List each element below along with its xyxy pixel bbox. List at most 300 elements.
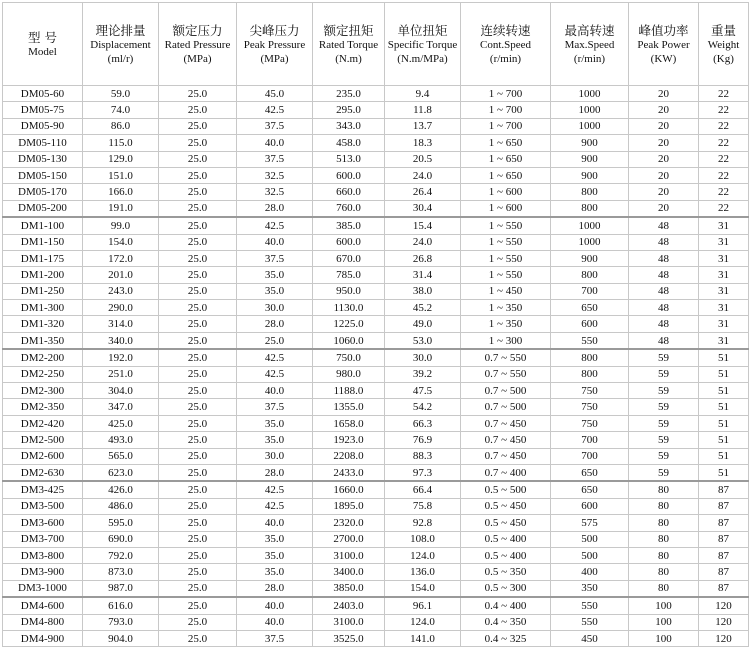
cell-peak-power: 80 xyxy=(629,531,699,547)
cell-weight: 31 xyxy=(699,332,749,349)
cell-model: DM1-250 xyxy=(3,283,83,299)
cell-peak-power: 80 xyxy=(629,580,699,597)
cell-peak-power: 20 xyxy=(629,102,699,118)
cell-peak-power: 100 xyxy=(629,597,699,614)
cell-cont-speed: 1 ~ 700 xyxy=(461,86,551,102)
cell-peak-pressure: 42.5 xyxy=(237,217,313,234)
cell-rated-torque: 458.0 xyxy=(313,135,385,151)
cell-weight: 87 xyxy=(699,481,749,498)
header-row xyxy=(3,3,749,86)
cell-max-speed: 500 xyxy=(551,531,629,547)
header-peak-power-en: Peak Power xyxy=(637,38,690,51)
cell-cont-speed: 1 ~ 550 xyxy=(461,267,551,283)
cell-max-speed: 1000 xyxy=(551,86,629,102)
cell-peak-power: 48 xyxy=(629,332,699,349)
cell-rated-torque: 1130.0 xyxy=(313,300,385,316)
cell-rated-torque: 343.0 xyxy=(313,118,385,134)
cell-peak-pressure: 35.0 xyxy=(237,283,313,299)
cell-rated-pressure: 25.0 xyxy=(159,547,237,563)
cell-cont-speed: 0.7 ~ 550 xyxy=(461,366,551,382)
cell-cont-speed: 1 ~ 650 xyxy=(461,167,551,183)
cell-max-speed: 1000 xyxy=(551,217,629,234)
cell-displacement: 873.0 xyxy=(83,564,159,580)
cell-model: DM1-175 xyxy=(3,250,83,266)
cell-peak-pressure: 35.0 xyxy=(237,531,313,547)
cell-weight: 31 xyxy=(699,217,749,234)
cell-cont-speed: 1 ~ 350 xyxy=(461,316,551,332)
cell-peak-pressure: 35.0 xyxy=(237,415,313,431)
cell-specific-torque: 124.0 xyxy=(385,614,461,630)
cell-peak-pressure: 42.5 xyxy=(237,349,313,366)
header-rated-torque xyxy=(313,3,385,86)
cell-rated-torque: 1895.0 xyxy=(313,498,385,514)
table-row xyxy=(3,580,749,597)
cell-max-speed: 500 xyxy=(551,547,629,563)
cell-peak-pressure: 42.5 xyxy=(237,498,313,514)
header-displacement-unit: (ml/r) xyxy=(107,52,134,65)
cell-max-speed: 800 xyxy=(551,366,629,382)
cell-model: DM05-90 xyxy=(3,118,83,134)
cell-displacement: 74.0 xyxy=(83,102,159,118)
cell-model: DM2-600 xyxy=(3,448,83,464)
table-row xyxy=(3,234,749,250)
header-peak-pressure-unit: (MPa) xyxy=(260,52,289,65)
cell-model: DM2-630 xyxy=(3,464,83,481)
table-body xyxy=(3,86,749,647)
cell-rated-pressure: 25.0 xyxy=(159,234,237,250)
cell-peak-power: 100 xyxy=(629,630,699,646)
cell-rated-pressure: 25.0 xyxy=(159,86,237,102)
cell-displacement: 115.0 xyxy=(83,135,159,151)
cell-specific-torque: 39.2 xyxy=(385,366,461,382)
cell-rated-pressure: 25.0 xyxy=(159,564,237,580)
cell-model: DM05-110 xyxy=(3,135,83,151)
cell-model: DM3-700 xyxy=(3,531,83,547)
cell-peak-power: 20 xyxy=(629,200,699,217)
cell-rated-pressure: 25.0 xyxy=(159,415,237,431)
cell-cont-speed: 0.5 ~ 500 xyxy=(461,481,551,498)
cell-model: DM3-600 xyxy=(3,515,83,531)
cell-peak-pressure: 35.0 xyxy=(237,267,313,283)
cell-peak-power: 80 xyxy=(629,498,699,514)
cell-max-speed: 900 xyxy=(551,167,629,183)
cell-cont-speed: 0.7 ~ 450 xyxy=(461,448,551,464)
cell-displacement: 616.0 xyxy=(83,597,159,614)
header-peak-pressure-en: Peak Pressure xyxy=(243,38,306,51)
cell-max-speed: 400 xyxy=(551,564,629,580)
header-max-speed-unit: (r/min) xyxy=(573,52,606,65)
cell-cont-speed: 0.5 ~ 450 xyxy=(461,515,551,531)
cell-displacement: 493.0 xyxy=(83,432,159,448)
header-weight-unit: (Kg) xyxy=(713,52,734,65)
cell-specific-torque: 141.0 xyxy=(385,630,461,646)
cell-displacement: 192.0 xyxy=(83,349,159,366)
cell-weight: 31 xyxy=(699,283,749,299)
cell-peak-pressure: 28.0 xyxy=(237,464,313,481)
cell-rated-pressure: 25.0 xyxy=(159,515,237,531)
cell-specific-torque: 11.8 xyxy=(385,102,461,118)
cell-cont-speed: 0.7 ~ 500 xyxy=(461,383,551,399)
table-row xyxy=(3,86,749,102)
cell-max-speed: 550 xyxy=(551,597,629,614)
cell-rated-pressure: 25.0 xyxy=(159,432,237,448)
cell-peak-pressure: 40.0 xyxy=(237,597,313,614)
cell-max-speed: 1000 xyxy=(551,102,629,118)
cell-cont-speed: 1 ~ 550 xyxy=(461,217,551,234)
cell-rated-pressure: 25.0 xyxy=(159,580,237,597)
table-row xyxy=(3,564,749,580)
cell-displacement: 151.0 xyxy=(83,167,159,183)
cell-specific-torque: 92.8 xyxy=(385,515,461,531)
cell-peak-power: 59 xyxy=(629,383,699,399)
cell-max-speed: 550 xyxy=(551,332,629,349)
cell-cont-speed: 0.4 ~ 325 xyxy=(461,630,551,646)
cell-model: DM1-100 xyxy=(3,217,83,234)
cell-weight: 22 xyxy=(699,135,749,151)
cell-peak-pressure: 32.5 xyxy=(237,167,313,183)
cell-peak-pressure: 42.5 xyxy=(237,366,313,382)
cell-cont-speed: 1 ~ 350 xyxy=(461,300,551,316)
table-row xyxy=(3,184,749,200)
cell-weight: 31 xyxy=(699,267,749,283)
table-row xyxy=(3,217,749,234)
cell-rated-torque: 760.0 xyxy=(313,200,385,217)
cell-max-speed: 800 xyxy=(551,349,629,366)
cell-rated-pressure: 25.0 xyxy=(159,383,237,399)
cell-peak-pressure: 35.0 xyxy=(237,432,313,448)
cell-rated-pressure: 25.0 xyxy=(159,349,237,366)
cell-cont-speed: 0.4 ~ 350 xyxy=(461,614,551,630)
table-row xyxy=(3,547,749,563)
cell-cont-speed: 1 ~ 300 xyxy=(461,332,551,349)
cell-model: DM05-60 xyxy=(3,86,83,102)
cell-max-speed: 650 xyxy=(551,464,629,481)
cell-peak-power: 80 xyxy=(629,547,699,563)
table-row xyxy=(3,481,749,498)
cell-rated-pressure: 25.0 xyxy=(159,531,237,547)
header-model xyxy=(3,3,83,86)
header-cont-speed-unit: (r/min) xyxy=(489,52,522,65)
cell-weight: 120 xyxy=(699,630,749,646)
cell-max-speed: 800 xyxy=(551,267,629,283)
cell-specific-torque: 24.0 xyxy=(385,167,461,183)
cell-rated-torque: 1060.0 xyxy=(313,332,385,349)
cell-peak-power: 20 xyxy=(629,151,699,167)
cell-specific-torque: 53.0 xyxy=(385,332,461,349)
cell-cont-speed: 1 ~ 450 xyxy=(461,283,551,299)
cell-specific-torque: 96.1 xyxy=(385,597,461,614)
cell-specific-torque: 18.3 xyxy=(385,135,461,151)
cell-max-speed: 600 xyxy=(551,316,629,332)
header-cont-speed-en: Cont.Speed xyxy=(479,38,532,51)
cell-rated-pressure: 25.0 xyxy=(159,399,237,415)
cell-displacement: 172.0 xyxy=(83,250,159,266)
cell-model: DM05-75 xyxy=(3,102,83,118)
cell-cont-speed: 0.5 ~ 350 xyxy=(461,564,551,580)
cell-peak-pressure: 28.0 xyxy=(237,580,313,597)
cell-weight: 31 xyxy=(699,300,749,316)
cell-model: DM2-500 xyxy=(3,432,83,448)
cell-displacement: 86.0 xyxy=(83,118,159,134)
cell-rated-pressure: 25.0 xyxy=(159,332,237,349)
table-row xyxy=(3,531,749,547)
table-row xyxy=(3,366,749,382)
table-row xyxy=(3,399,749,415)
cell-displacement: 154.0 xyxy=(83,234,159,250)
cell-weight: 87 xyxy=(699,531,749,547)
cell-model: DM3-1000 xyxy=(3,580,83,597)
cell-peak-pressure: 37.5 xyxy=(237,630,313,646)
table-row xyxy=(3,151,749,167)
cell-weight: 22 xyxy=(699,102,749,118)
cell-rated-torque: 600.0 xyxy=(313,167,385,183)
cell-model: DM05-170 xyxy=(3,184,83,200)
cell-rated-pressure: 25.0 xyxy=(159,102,237,118)
header-cont-speed xyxy=(461,3,551,86)
cell-displacement: 904.0 xyxy=(83,630,159,646)
cell-rated-pressure: 25.0 xyxy=(159,448,237,464)
cell-rated-pressure: 25.0 xyxy=(159,300,237,316)
cell-weight: 51 xyxy=(699,399,749,415)
cell-weight: 51 xyxy=(699,383,749,399)
header-peak-pressure-zh: 尖峰压力 xyxy=(249,22,300,38)
cell-cont-speed: 1 ~ 700 xyxy=(461,118,551,134)
cell-rated-torque: 1355.0 xyxy=(313,399,385,415)
cell-specific-torque: 9.4 xyxy=(385,86,461,102)
cell-peak-power: 80 xyxy=(629,515,699,531)
cell-rated-torque: 3525.0 xyxy=(313,630,385,646)
cell-rated-torque: 660.0 xyxy=(313,184,385,200)
cell-max-speed: 650 xyxy=(551,300,629,316)
table-row xyxy=(3,135,749,151)
header-rated-torque-zh: 额定扭矩 xyxy=(323,22,374,38)
table-row xyxy=(3,250,749,266)
cell-rated-torque: 3850.0 xyxy=(313,580,385,597)
cell-cont-speed: 1 ~ 600 xyxy=(461,184,551,200)
cell-rated-pressure: 25.0 xyxy=(159,366,237,382)
cell-displacement: 129.0 xyxy=(83,151,159,167)
cell-specific-torque: 30.0 xyxy=(385,349,461,366)
cell-rated-pressure: 25.0 xyxy=(159,267,237,283)
cell-specific-torque: 75.8 xyxy=(385,498,461,514)
cell-max-speed: 750 xyxy=(551,383,629,399)
cell-weight: 51 xyxy=(699,366,749,382)
cell-rated-torque: 385.0 xyxy=(313,217,385,234)
cell-cont-speed: 0.5 ~ 400 xyxy=(461,531,551,547)
cell-peak-power: 48 xyxy=(629,300,699,316)
cell-specific-torque: 26.4 xyxy=(385,184,461,200)
header-rated-pressure xyxy=(159,3,237,86)
cell-peak-pressure: 40.0 xyxy=(237,383,313,399)
cell-displacement: 565.0 xyxy=(83,448,159,464)
cell-peak-power: 20 xyxy=(629,135,699,151)
cell-peak-pressure: 25.0 xyxy=(237,332,313,349)
table-row xyxy=(3,283,749,299)
cell-specific-torque: 136.0 xyxy=(385,564,461,580)
cell-model: DM05-200 xyxy=(3,200,83,217)
cell-cont-speed: 0.7 ~ 450 xyxy=(461,415,551,431)
header-displacement-en: Displacement xyxy=(90,38,151,51)
cell-model: DM2-300 xyxy=(3,383,83,399)
cell-peak-power: 59 xyxy=(629,464,699,481)
cell-peak-pressure: 30.0 xyxy=(237,448,313,464)
cell-specific-torque: 20.5 xyxy=(385,151,461,167)
cell-max-speed: 750 xyxy=(551,415,629,431)
cell-weight: 31 xyxy=(699,234,749,250)
cell-cont-speed: 0.5 ~ 300 xyxy=(461,580,551,597)
cell-rated-pressure: 25.0 xyxy=(159,630,237,646)
cell-peak-power: 48 xyxy=(629,316,699,332)
cell-rated-torque: 2700.0 xyxy=(313,531,385,547)
cell-model: DM05-130 xyxy=(3,151,83,167)
cell-max-speed: 575 xyxy=(551,515,629,531)
table-header xyxy=(3,3,749,86)
cell-weight: 87 xyxy=(699,564,749,580)
header-specific-torque-zh: 单位扭矩 xyxy=(397,22,448,38)
cell-rated-torque: 2433.0 xyxy=(313,464,385,481)
table-row xyxy=(3,597,749,614)
cell-weight: 87 xyxy=(699,498,749,514)
cell-rated-pressure: 25.0 xyxy=(159,151,237,167)
cell-rated-torque: 3100.0 xyxy=(313,614,385,630)
cell-cont-speed: 1 ~ 600 xyxy=(461,200,551,217)
cell-specific-torque: 15.4 xyxy=(385,217,461,234)
header-displacement xyxy=(83,3,159,86)
cell-peak-power: 20 xyxy=(629,118,699,134)
cell-cont-speed: 0.7 ~ 500 xyxy=(461,399,551,415)
cell-cont-speed: 0.5 ~ 400 xyxy=(461,547,551,563)
cell-rated-torque: 1188.0 xyxy=(313,383,385,399)
cell-peak-power: 100 xyxy=(629,614,699,630)
header-rated-pressure-zh: 额定压力 xyxy=(172,22,223,38)
cell-displacement: 99.0 xyxy=(83,217,159,234)
cell-model: DM1-320 xyxy=(3,316,83,332)
cell-specific-torque: 154.0 xyxy=(385,580,461,597)
cell-rated-torque: 600.0 xyxy=(313,234,385,250)
cell-model: DM05-150 xyxy=(3,167,83,183)
cell-displacement: 623.0 xyxy=(83,464,159,481)
cell-weight: 31 xyxy=(699,250,749,266)
cell-peak-power: 80 xyxy=(629,481,699,498)
cell-rated-pressure: 25.0 xyxy=(159,250,237,266)
header-rated-torque-unit: (N.m) xyxy=(335,52,362,65)
cell-rated-torque: 1660.0 xyxy=(313,481,385,498)
cell-weight: 22 xyxy=(699,151,749,167)
table-row xyxy=(3,415,749,431)
cell-peak-pressure: 42.5 xyxy=(237,102,313,118)
cell-max-speed: 750 xyxy=(551,399,629,415)
cell-peak-pressure: 40.0 xyxy=(237,135,313,151)
cell-displacement: 243.0 xyxy=(83,283,159,299)
cell-specific-torque: 66.3 xyxy=(385,415,461,431)
cell-displacement: 426.0 xyxy=(83,481,159,498)
cell-max-speed: 350 xyxy=(551,580,629,597)
cell-peak-power: 48 xyxy=(629,267,699,283)
cell-weight: 51 xyxy=(699,464,749,481)
cell-rated-pressure: 25.0 xyxy=(159,316,237,332)
cell-rated-pressure: 25.0 xyxy=(159,167,237,183)
table-row xyxy=(3,167,749,183)
table-row xyxy=(3,267,749,283)
cell-displacement: 793.0 xyxy=(83,614,159,630)
cell-rated-torque: 3400.0 xyxy=(313,564,385,580)
cell-rated-pressure: 25.0 xyxy=(159,200,237,217)
cell-max-speed: 1000 xyxy=(551,234,629,250)
header-peak-power-zh: 峰值功率 xyxy=(638,22,689,38)
cell-displacement: 595.0 xyxy=(83,515,159,531)
cell-displacement: 290.0 xyxy=(83,300,159,316)
header-model-zh: 型 号 xyxy=(28,29,57,45)
table-row xyxy=(3,332,749,349)
cell-max-speed: 800 xyxy=(551,184,629,200)
cell-peak-pressure: 42.5 xyxy=(237,481,313,498)
cell-rated-torque: 1923.0 xyxy=(313,432,385,448)
cell-weight: 120 xyxy=(699,597,749,614)
header-specific-torque-unit: (N.m/MPa) xyxy=(397,52,448,65)
cell-peak-power: 59 xyxy=(629,349,699,366)
cell-rated-torque: 295.0 xyxy=(313,102,385,118)
cell-cont-speed: 1 ~ 550 xyxy=(461,234,551,250)
cell-weight: 51 xyxy=(699,432,749,448)
table-row xyxy=(3,300,749,316)
cell-max-speed: 700 xyxy=(551,448,629,464)
cell-displacement: 251.0 xyxy=(83,366,159,382)
table-row xyxy=(3,349,749,366)
header-peak-pressure xyxy=(237,3,313,86)
cell-weight: 87 xyxy=(699,580,749,597)
cell-max-speed: 600 xyxy=(551,498,629,514)
cell-specific-torque: 30.4 xyxy=(385,200,461,217)
header-peak-power-unit: (KW) xyxy=(650,52,677,65)
cell-displacement: 486.0 xyxy=(83,498,159,514)
cell-displacement: 792.0 xyxy=(83,547,159,563)
header-weight xyxy=(699,3,749,86)
cell-specific-torque: 31.4 xyxy=(385,267,461,283)
cell-cont-speed: 0.7 ~ 450 xyxy=(461,432,551,448)
cell-specific-torque: 13.7 xyxy=(385,118,461,134)
cell-weight: 22 xyxy=(699,118,749,134)
cell-peak-pressure: 37.5 xyxy=(237,399,313,415)
cell-displacement: 59.0 xyxy=(83,86,159,102)
cell-peak-power: 48 xyxy=(629,234,699,250)
cell-displacement: 191.0 xyxy=(83,200,159,217)
cell-cont-speed: 0.7 ~ 550 xyxy=(461,349,551,366)
cell-peak-pressure: 32.5 xyxy=(237,184,313,200)
cell-model: DM4-800 xyxy=(3,614,83,630)
table-row xyxy=(3,614,749,630)
table-row xyxy=(3,432,749,448)
table-row xyxy=(3,515,749,531)
cell-rated-torque: 2320.0 xyxy=(313,515,385,531)
cell-specific-torque: 66.4 xyxy=(385,481,461,498)
cell-model: DM3-900 xyxy=(3,564,83,580)
cell-model: DM1-200 xyxy=(3,267,83,283)
cell-peak-power: 59 xyxy=(629,432,699,448)
cell-model: DM2-420 xyxy=(3,415,83,431)
cell-max-speed: 550 xyxy=(551,614,629,630)
header-weight-zh: 重量 xyxy=(710,22,736,38)
cell-model: DM4-900 xyxy=(3,630,83,646)
cell-peak-power: 59 xyxy=(629,366,699,382)
table-row xyxy=(3,464,749,481)
cell-cont-speed: 0.4 ~ 400 xyxy=(461,597,551,614)
cell-model: DM1-300 xyxy=(3,300,83,316)
cell-peak-pressure: 28.0 xyxy=(237,316,313,332)
cell-rated-torque: 2403.0 xyxy=(313,597,385,614)
cell-model: DM2-200 xyxy=(3,349,83,366)
table-row xyxy=(3,200,749,217)
cell-displacement: 347.0 xyxy=(83,399,159,415)
